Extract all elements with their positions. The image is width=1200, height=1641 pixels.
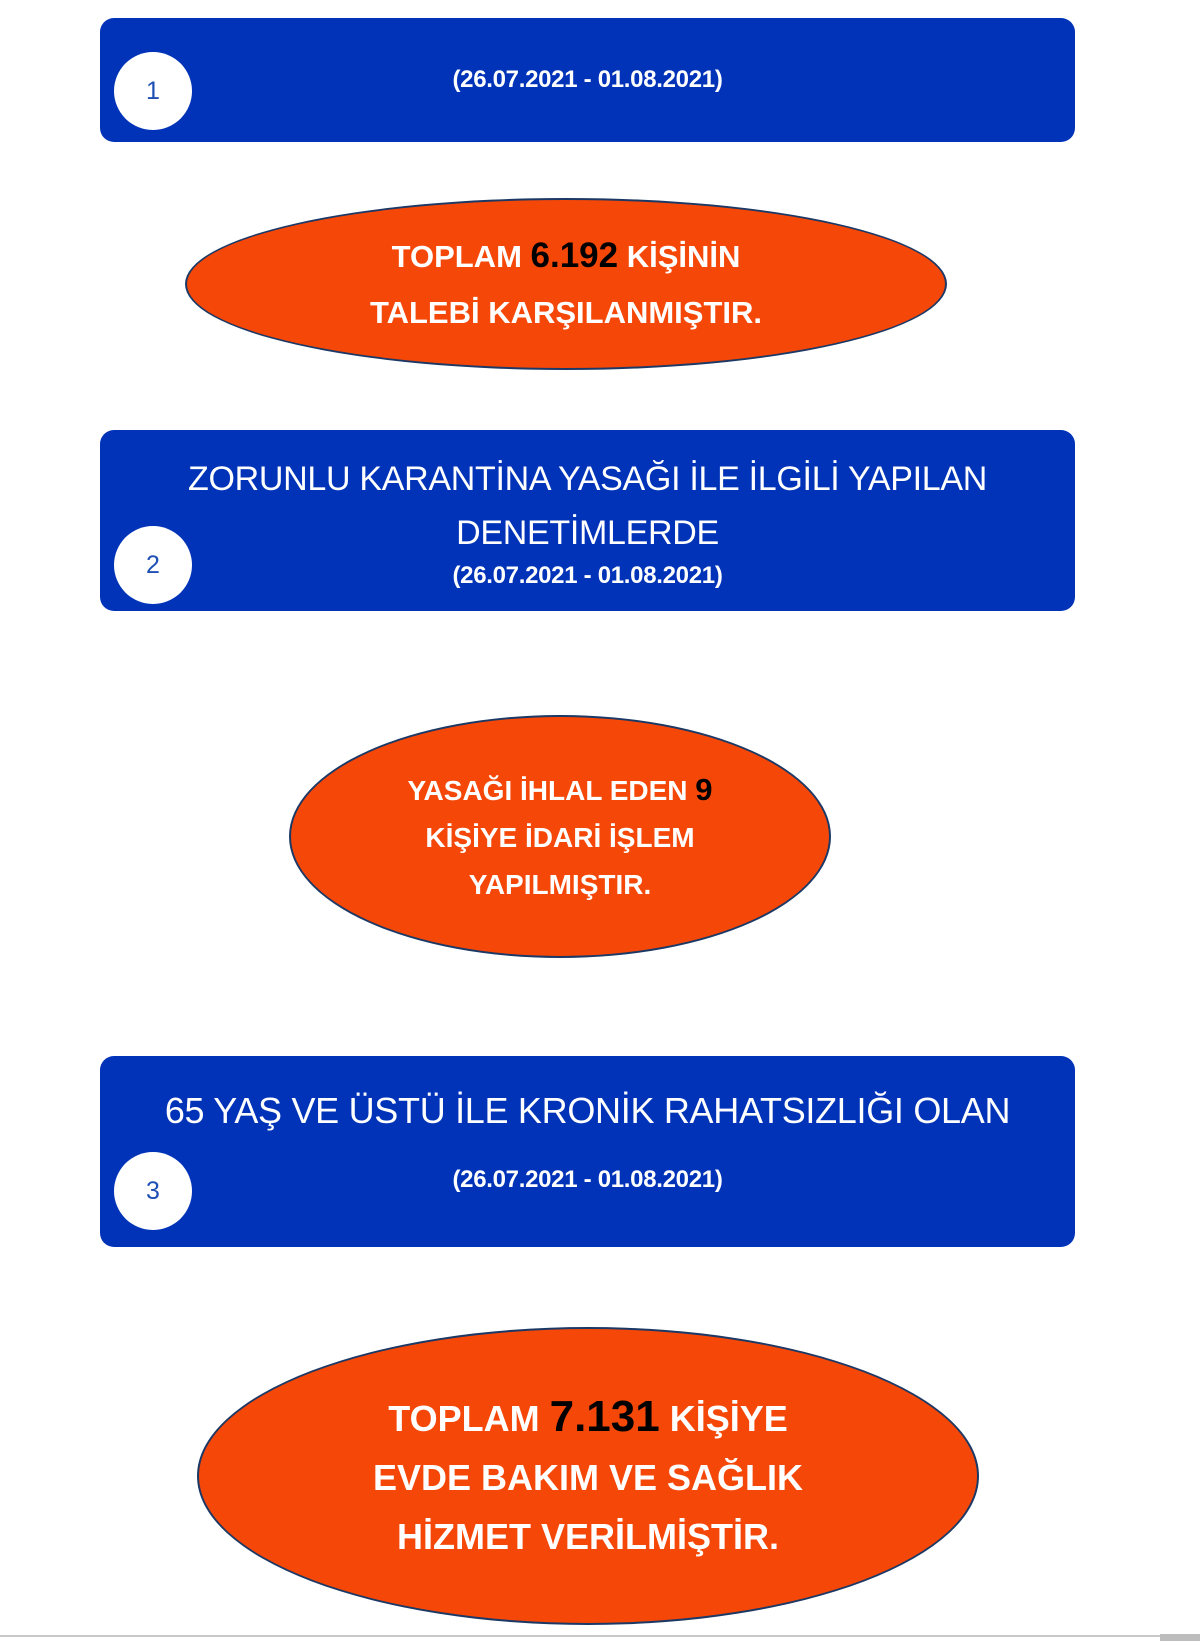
- step-2-date-range: (26.07.2021 - 01.08.2021): [452, 562, 723, 589]
- result-number: 7.131: [549, 1391, 660, 1441]
- step-3-title: [100, 1084, 1075, 1138]
- step-2-number-badge: 2: [114, 526, 192, 604]
- step-2-box: [100, 430, 1075, 611]
- step-2-result-ellipse: [289, 715, 831, 958]
- step-3-box: [100, 1056, 1075, 1247]
- result-line: HİZMET VERİLMİŞTİR.: [397, 1515, 779, 1557]
- scrollbar-corner: [1160, 1634, 1200, 1641]
- step-1-number-badge: 1: [114, 52, 192, 130]
- step-3-number-badge: 3: [114, 1152, 192, 1230]
- step-2-title-line: DENETİMLERDE: [456, 514, 719, 552]
- result-line: KİŞİYE İDARİ İŞLEM: [425, 821, 695, 853]
- result-line: YASAĞI İHLAL EDEN 9: [407, 771, 713, 807]
- result-line: YAPILMIŞTIR.: [468, 868, 652, 900]
- step-2-title: [100, 452, 1075, 560]
- step-1-box: [100, 18, 1075, 142]
- step-3-title-line: 65 YAŞ VE ÜSTÜ İLE KRONİK RAHATSIZLIĞI OLAN: [164, 1090, 1011, 1131]
- page-bottom-divider: [0, 1635, 1200, 1637]
- result-line: TALEBİ KARŞILANMIŞTIR.: [369, 294, 763, 330]
- step-1-date-range: (26.07.2021 - 01.08.2021): [452, 66, 723, 93]
- result-number: 9: [695, 771, 713, 807]
- result-number: 6.192: [530, 235, 619, 275]
- step-3-result-ellipse: [197, 1327, 979, 1625]
- result-line: TOPLAM 7.131 KİŞİYE: [388, 1391, 788, 1441]
- step-2-title-line: ZORUNLU KARANTİNA YASAĞI İLE İLGİLİ YAPILAN: [188, 460, 987, 498]
- step-3-date-range: (26.07.2021 - 01.08.2021): [452, 1166, 723, 1193]
- result-line: TOPLAM 6.192 KİŞİNİN: [391, 235, 741, 275]
- result-line: EVDE BAKIM VE SAĞLIK: [372, 1456, 804, 1498]
- step-1-result-ellipse: [185, 198, 947, 370]
